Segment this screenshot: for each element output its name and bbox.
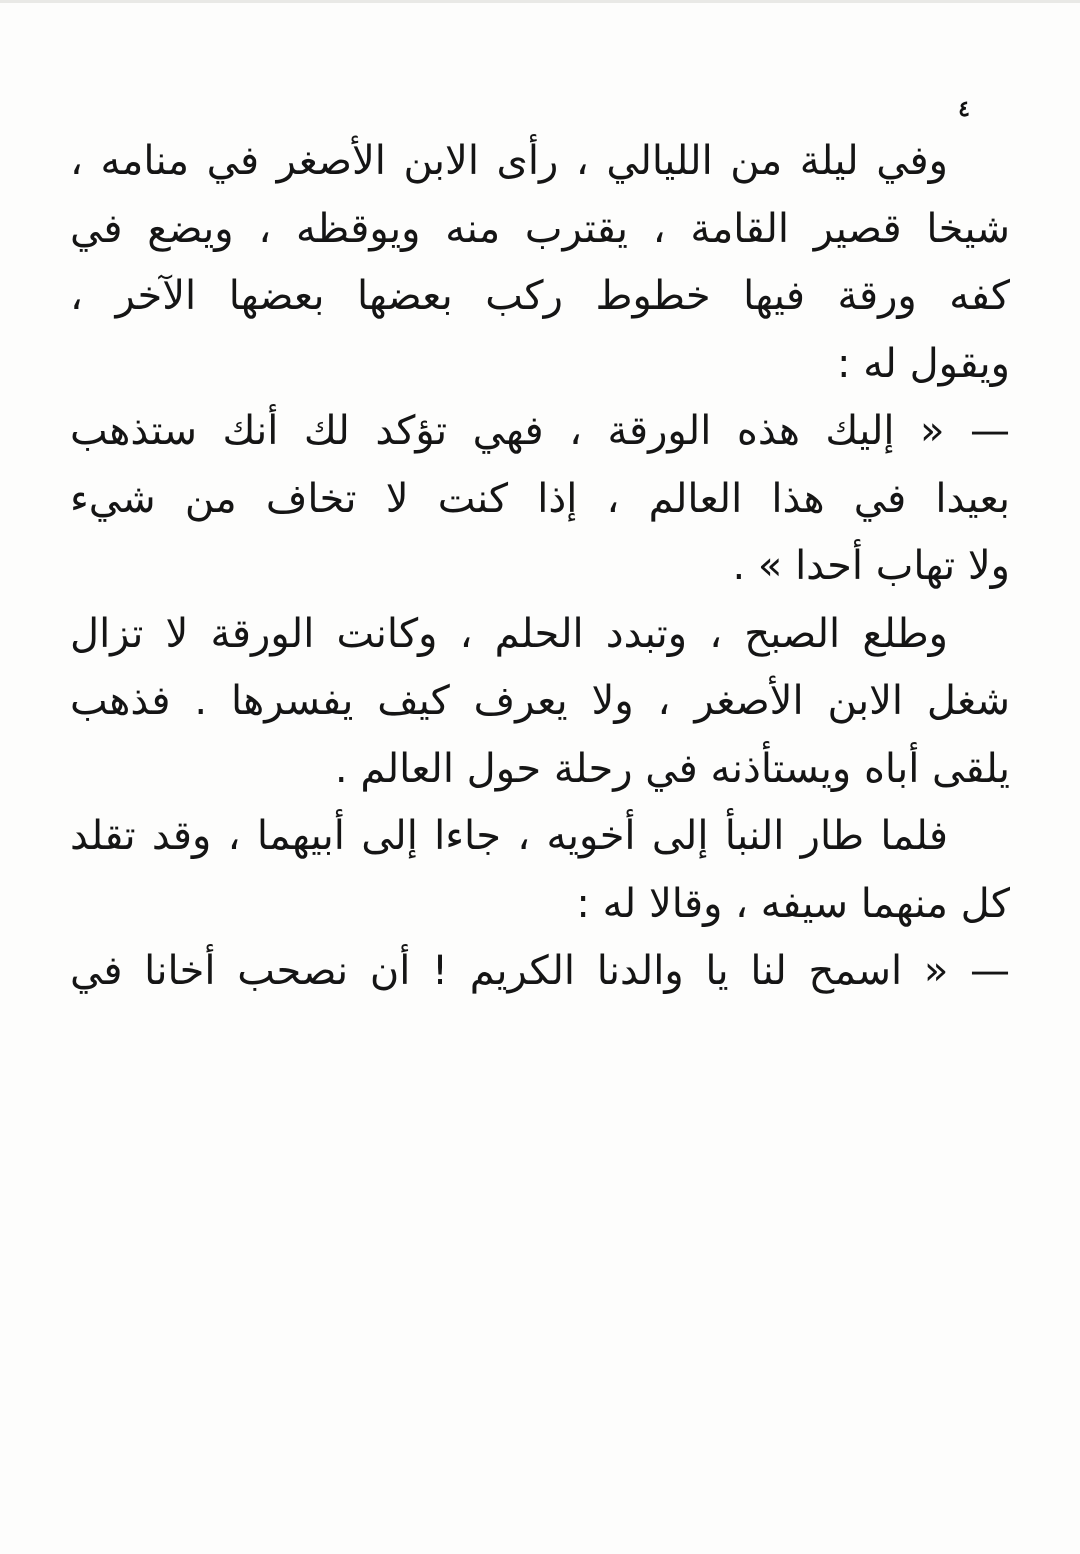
text-line: يلقى أباه ويستأذنه في رحلة حول العالم .: [334, 745, 1010, 792]
dialogue-line: — « اسمح لنا يا والدنا الكريم ! أن نصحب أخانا في: [70, 948, 1010, 994]
dialogue-line: — « إليك هذه الورقة ، فهي تؤكد لك أنك ستذهب: [70, 408, 1010, 454]
text-line: شغل الابن الأصغر ، ولا يعرف كيف يفسرها . فذهب: [70, 678, 1010, 724]
text-line: وفي ليلة من الليالي ، رأى الابن الأصغر في منامه ،: [70, 138, 948, 184]
page-number: ٤: [958, 96, 970, 122]
text-line: فلما طار النبأ إلى أخويه ، جاءا إلى أبيهما ، وقد تقلد: [70, 813, 948, 859]
text-line: شيخا قصير القامة ، يقترب منه ويوقظه ، ويضع في: [70, 205, 1010, 252]
text-line: ويقول له :: [837, 340, 1010, 387]
page-top-edge: [0, 0, 1080, 3]
page-body-text: [70, 128, 1010, 1006]
text-line: وطلع الصبح ، وتبدد الحلم ، وكانت الورقة لا تزال: [70, 610, 948, 657]
text-line: بعيدا في هذا العالم ، إذا كنت لا تخاف من شيء: [70, 475, 1010, 522]
text-line: كفه ورقة فيها خطوط ركب بعضها بعضها الآخر ،: [70, 273, 1010, 319]
text-line: كل منهما سيفه ، وقالا له :: [576, 880, 1010, 927]
text-line: ولا تهاب أحدا » .: [732, 543, 1010, 589]
